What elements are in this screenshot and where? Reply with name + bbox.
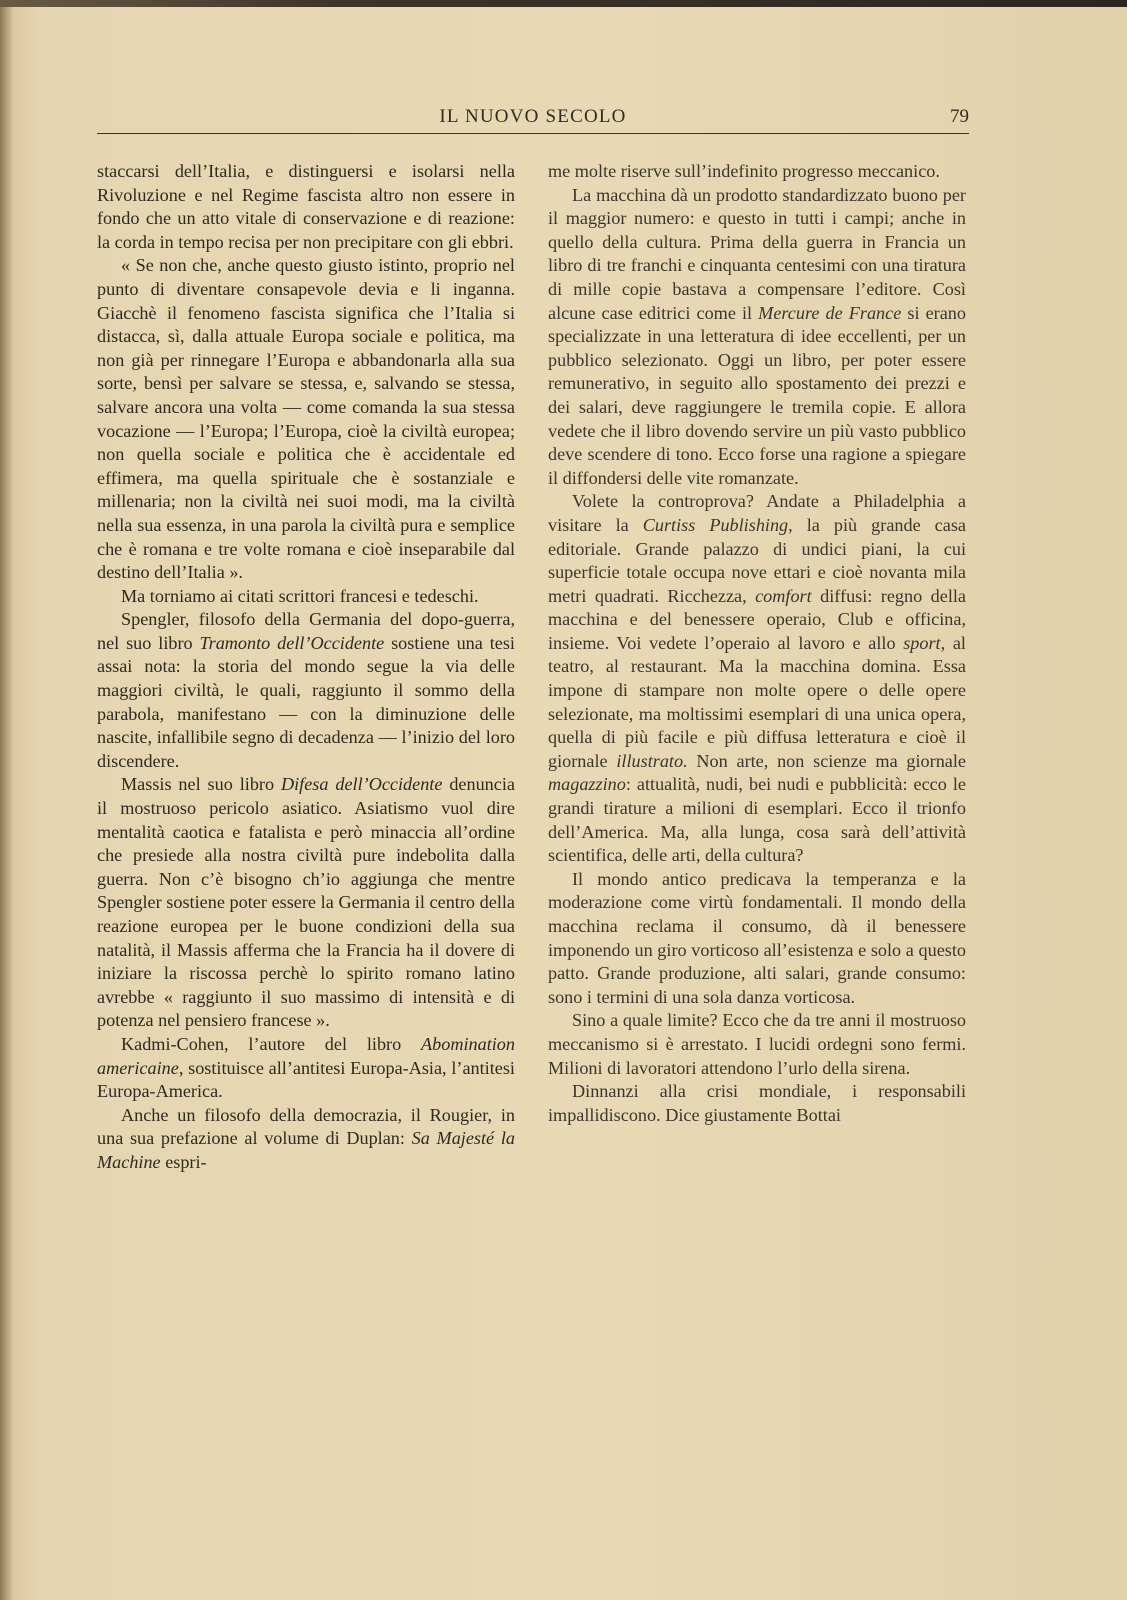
text-run: me molte riserve sull’indefinito progresso meccanico. xyxy=(548,161,940,181)
italic-title: Sa Majesté la Machine xyxy=(97,1128,515,1172)
paragraph xyxy=(97,773,515,1033)
paragraph-continued xyxy=(97,160,515,254)
text-run: Ma torniamo ai citati scrittori francesi e tedeschi. xyxy=(121,585,479,606)
text-run: Kadmi-Cohen, l’autore del libro xyxy=(121,1033,422,1054)
italic-title: magazzino xyxy=(548,774,626,795)
text-run: Spengler, filosofo della Germania del dopo-guerra, nel suo libro xyxy=(97,609,515,653)
header-rule xyxy=(97,133,969,134)
italic-title: Tramonto dell’Occidente xyxy=(199,632,385,653)
paragraph xyxy=(97,254,515,584)
text-run: diffusi: regno della macchina e del benessere operaio, Club e officina, insieme. Voi vedete l’operaio al lavoro e allo xyxy=(548,585,966,653)
text-run: La macchina dà un prodotto standardizzato buono per il maggior numero: e questo in tutti i campi; anche in quello della cultura. Prima della guerra in Francia un libro di tre franchi e cinquanta centesimi con una tiratura di mille copie bastava a compensare l’editore. Così alcune case editrici come il xyxy=(548,184,966,323)
italic-title: Curtiss Publishing, xyxy=(642,514,793,535)
paragraph-continued xyxy=(548,160,966,184)
paragraph xyxy=(548,868,966,1010)
text-run: Dinnanzi alla crisi mondiale, i responsabili impallidiscono. Dice giustamente Bottai xyxy=(548,1081,966,1125)
text-run: la più grande casa editoriale. Grande palazzo di undici piani, la cui superficie totale occupa nove ettari e cioè novanta mila metri quadrati. Ricchezza, xyxy=(548,514,966,606)
page-header xyxy=(97,106,969,134)
italic-title: Abomination americaine, xyxy=(97,1033,515,1078)
text-run: Non arte, non scienze ma giornale xyxy=(687,750,966,771)
text-run: sostiene una tesi assai nota: la storia del mondo segue la via delle maggiori civiltà, le quali, raggiunto il sommo della parabola, manifestano — con la diminuzione delle nascite, infallibile segno di decadenza — l’inizio del loro discendere. xyxy=(97,632,515,771)
italic-title: illustrato. xyxy=(616,750,688,771)
text-run: Anche un filosofo della democrazia, il Rougier, in una sua prefazione al volume di Duplan: xyxy=(97,1104,515,1149)
running-title: IL NUOVO SECOLO xyxy=(439,106,627,127)
binding-edge xyxy=(0,0,12,1600)
text-run: Il mondo antico predicava la temperanza e la moderazione come virtù fondamentali. Il mondo della macchina reclama il consumo, dà il benessere imponendo un giro vorticoso all’esistenza e solo a questo patto. Grande produzione, alti salari, grande consumo: sono i termini di una sola danza vorticosa. xyxy=(548,868,966,1007)
paragraph xyxy=(97,585,515,609)
text-run: sostituisce all’antitesi Europa-Asia, l’antitesi Europa-America. xyxy=(97,1057,515,1102)
paragraph xyxy=(97,1033,515,1104)
page-number: 79 xyxy=(950,106,969,127)
italic-title: sport, xyxy=(903,632,946,653)
text-run: staccarsi dell’Italia, e distinguersi e isolarsi nella Rivoluzione e nel Regime fascista altro non essere in fondo che un atto vitale di conservazione e di reazione: la corda in tempo recisa per non precipitare con gli ebbri. xyxy=(97,161,515,252)
top-edge-strip xyxy=(0,0,1127,7)
text-run: : attualità, nudi, bei nudi e pubblicità: ecco le grandi tirature a milioni di esemplari. Ecco il trionfo dell’America. Ma, alla lunga, cosa sarà dell’attività scientifica, delle arti, della cultura? xyxy=(548,774,966,866)
text-run: espri- xyxy=(160,1151,207,1172)
left-text-column xyxy=(97,160,515,1175)
italic-title: Difesa dell’Occidente xyxy=(280,774,443,795)
italic-title: Mercure de France xyxy=(758,302,902,323)
text-run: Volete la controprova? Andate a Philadelphia a visitare la xyxy=(548,491,966,535)
paragraph xyxy=(97,608,515,773)
paragraph xyxy=(548,490,966,868)
text-run: « Se non che, anche questo giusto istinto, proprio nel punto di diventare consapevole devia e li inganna. Giacchè il fenomeno fascista significa che l’Italia si distacca, sì, dalla attuale Europa sociale e politica, ma non già per rinnegare l’Europa e abbandonarla alla sua sorte, bensì per salvare se stessa, e, salvando se stessa, salvare ancora una volta — come comanda la sua stessa vocazione — l’Europa; l’Europa, cioè la civiltà europea; non quella sociale e politica che è accidentale ed effimera, ma quella spirituale che è sostanziale e millenaria; non la civiltà nei suoi modi, ma la civiltà nella sua essenza, in una parola la civiltà pura e semplice che è romana e tre volte romana e cioè inseparabile dal destino dell’Italia ». xyxy=(97,255,515,583)
paragraph xyxy=(548,1080,966,1127)
paragraph xyxy=(97,1104,515,1175)
paragraph xyxy=(548,184,966,491)
text-run: denuncia il mostruoso pericolo asiatico. Asiatismo vuol dire mentalità caotica e fatalista e però minaccia all’ordine che presiede alla nostra civiltà pure indebolita dalla guerra. Non c’è bisogno ch’io aggiunga che mentre Spengler sostiene poter essere la Germania il centro della reazione europea per le buone condizioni della sua natalità, il Massis afferma che la Francia ha il dovere di iniziare la riscossa perchè lo spirito romano latino avrebbe « raggiunto il suo massimo di intensità e di potenza nel pensiero francese ». xyxy=(97,774,515,1031)
paragraph xyxy=(548,1009,966,1080)
italic-title: comfort xyxy=(755,585,812,606)
right-text-column xyxy=(548,160,966,1127)
text-run: Sino a quale limite? Ecco che da tre anni il mostruoso meccanismo si è arrestato. I lucidi ordegni sono fermi. Milioni di lavoratori attendono l’urlo della sirena. xyxy=(548,1010,966,1078)
text-run: si erano specializzate in una letteratura di idee eccellenti, per un pubblico selezionato. Oggi un libro, per poter essere remunerativo, in seguito allo spostamento dei prezzi e dei salari, deve raggiungere le tremila copie. E allora vedete che il libro dovendo servire un più vasto pubblico deve scendere di tono. Ecco forse una ragione a spiegare il diffondersi delle vite romanzate. xyxy=(548,302,966,488)
text-run: al teatro, al restaurant. Ma la macchina domina. Essa impone di stampare non molte opere o delle opere selezionate, ma moltissimi esemplari di una unica opera, quella di più facile e più diffusa letteratura e cioè il giornale xyxy=(548,632,966,771)
text-run: Massis nel suo libro xyxy=(121,774,281,795)
